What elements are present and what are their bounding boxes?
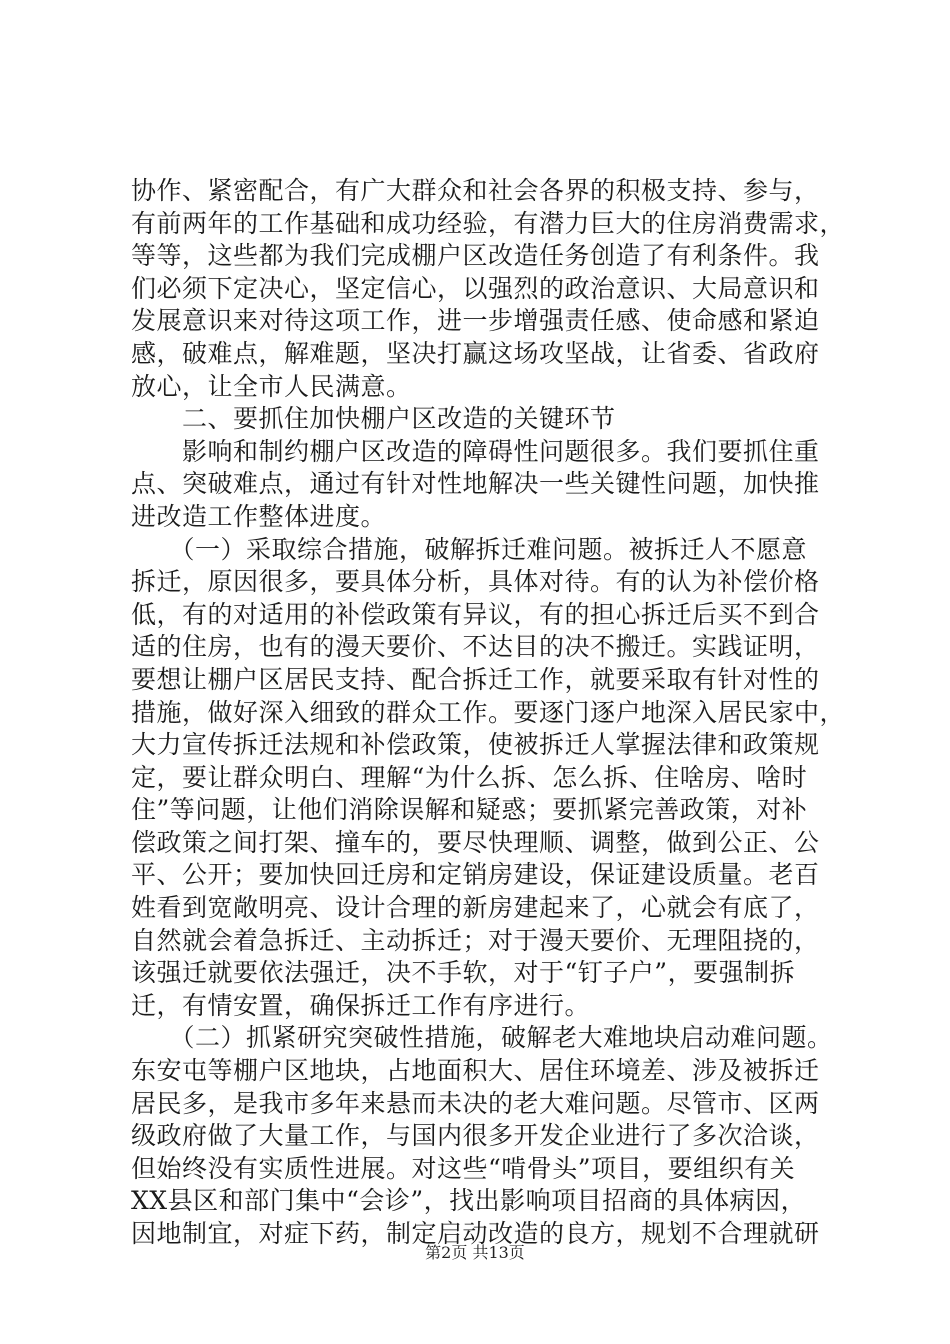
text-line: 该强迁就要依法强迁，决不手软，对于“钉子户”，要强制拆 [131,958,796,988]
text-line: 协作、紧密配合，有广大群众和社会各界的积极支持、参与， [131,176,820,205]
text-line: 迁，有情安置，确保拆迁工作有序进行。 [131,990,591,1020]
text-line: 低，有的对适用的补偿政策有异议，有的担心拆迁后买不到合 [131,599,820,629]
text-line: （二）抓紧研究突破性措施，破解老大难地块启动难问题。 [131,1023,833,1053]
text-line: 级政府做了大量工作，与国内很多开发企业进行了多次洽谈， [131,1121,820,1151]
text-line: 二、要抓住加快棚户区改造的关键环节 [131,404,616,434]
text-line: 们必须下定决心，坚定信心，以强烈的政治意识、大局意识和 [131,273,820,303]
text-line: 偿政策之间打架、撞车的，要尽快理顺、调整，做到公正、公 [131,827,820,857]
text-line: 等等，这些都为我们完成棚户区改造任务创造了有利条件。我 [131,241,820,271]
page-footer: 第2页 共13页 [425,1243,525,1262]
text-line: 定，要让群众明白、理解“为什么拆、怎么拆、住啥房、啥时 [131,762,808,792]
text-line: 居民多，是我市多年来悬而未决的老大难问题。尽管市、区两 [131,1088,820,1118]
text-line: 大力宣传拆迁法规和补偿政策，使被拆迁人掌握法律和政策规 [131,730,820,760]
text-line: 姓看到宽敞明亮、设计合理的新房建起来了，心就会有底了， [131,893,820,923]
text-line: 东安屯等棚户区地块，占地面积大、居住环境差、涉及被拆迁 [131,1056,820,1086]
text-line: 住”等问题，让他们消除误解和疑惑；要抓紧完善政策，对补 [131,795,808,825]
text-line: 进改造工作整体进度。 [131,501,387,531]
text-line: 措施，做好深入细致的群众工作。要逐门逐户地深入居民家中， [131,697,846,727]
body-text [131,175,846,1251]
text-line: 影响和制约棚户区改造的障碍性问题很多。我们要抓住重 [131,436,820,466]
text-line: 平、公开；要加快回迁房和定销房建设，保证建设质量。老百 [131,860,820,890]
text-line: 有前两年的工作基础和成功经验，有潜力巨大的住房消费需求， [131,208,846,238]
text-line: 拆迁，原因很多，要具体分析，具体对待。有的认为补偿价格 [131,567,820,597]
text-line: 点、突破难点，通过有针对性地解决一些关键性问题，加快推 [131,469,820,499]
text-line: 但始终没有实质性进展。对这些“啃骨头”项目，要组织有关 [131,1153,796,1183]
text-line: 发展意识来对待这项工作，进一步增强责任感、使命感和紧迫 [131,306,820,336]
text-line: 适的住房，也有的漫天要价、不达目的决不搬迁。实践证明， [131,632,820,662]
text-line: 自然就会着急拆迁、主动拆迁；对于漫天要价、无理阻挠的， [131,925,820,955]
text-line: XX县区和部门集中“会诊”，找出影响项目招商的具体病因， [131,1186,807,1216]
text-line: 感，破难点，解难题，坚决打赢这场攻坚战，让省委、省政府 [131,338,820,368]
text-line: 放心，让全市人民满意。 [131,371,412,401]
text-line: （一）采取综合措施，破解拆迁难问题。被拆迁人不愿意 [131,534,808,564]
text-line: 因地制宜，对症下药，制定启动改造的良方，规划不合理就研 [131,1219,820,1248]
text-line: 要想让棚户区居民支持、配合拆迁工作，就要采取有针对性的 [131,664,820,694]
